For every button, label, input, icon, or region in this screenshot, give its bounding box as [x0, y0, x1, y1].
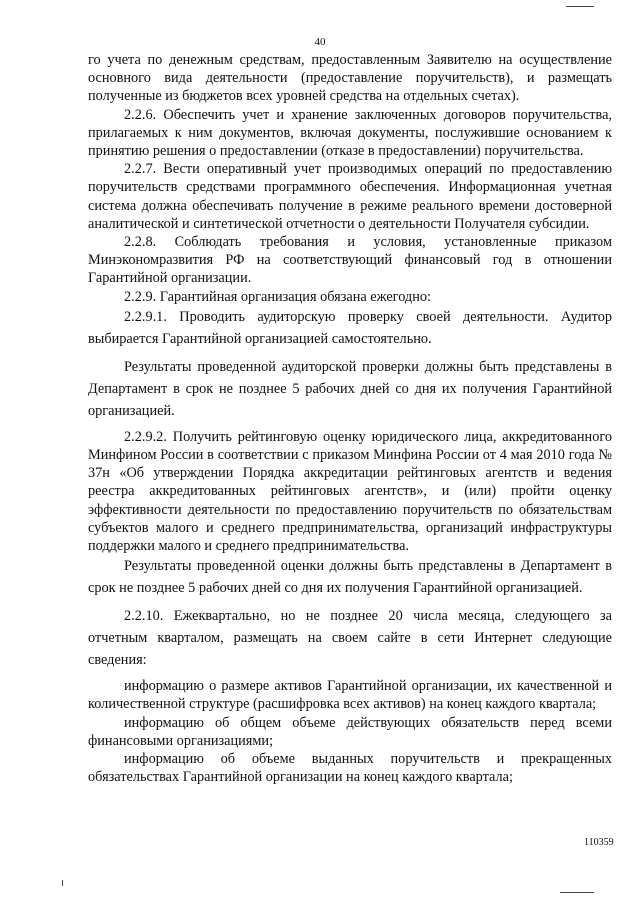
- paragraph: 2.2.9.1. Проводить аудиторскую проверку своей деятельности. Аудитор выбирается Гарантийной организацией самостоятельно.: [88, 308, 612, 347]
- paragraph: информацию об объеме выданных поручительств и прекращенных обязательствах Гарантийной организации на конец каждого квартала;: [88, 751, 612, 786]
- paragraph: Результаты проведенной оценки должны быть представлены в Департамент в срок не позднее 5 рабочих дней со дня их получения Гарантийной организацией.: [88, 558, 612, 597]
- paragraph: 2.2.9.2. Получить рейтинговую оценку юридического лица, аккредитованного Минфином России в соответствии с приказом Минфина России от 4 мая 2010 года № 37н «Об утверждении Порядка аккредитации рейтинговых агентств и ведения реестра аккредитованных рейтинговых агентств», и (или) пройти оценку эффективности деятельности по предоставлению поручительств по обязательствам субъектов малого и среднего предпринимательства, организаций инфраструктуры поддержки малого и среднего предпринимательства.: [88, 428, 612, 555]
- paragraph: 2.2.7. Вести оперативный учет производимых операций по предоставлению поручительств средствами программного обеспечения. Информационная учетная система должна обеспечивать получение в режиме реального времени достоверной аналитической и синтетической отчетности о деятельности Получателя субсидии.: [88, 161, 612, 232]
- scan-mark-left: [62, 880, 63, 886]
- scan-mark-bottom: [560, 892, 594, 893]
- paragraph: 2.2.6. Обеспечить учет и хранение заключенных договоров поручительства, прилагаемых к ним документов, включая документы, послужившие основанием к принятию решения о предоставлении (отказе в предоставлении) поручительства.: [88, 106, 612, 160]
- paragraph: го учета по денежным средствам, предоставленным Заявителю на осуществление основного вида деятельности (предоставление поручительств), и размещать полученные из бюджетов всех уровней средства на отдельных счетах).: [88, 52, 612, 105]
- paragraph: 2.2.10. Ежеквартально, но не позднее 20 числа месяца, следующего за отчетным кварталом, размещать на своем сайте в сети Интернет следующие сведения:: [88, 608, 612, 669]
- paragraph: 2.2.8. Соблюдать требования и условия, установленные приказом Минэкономразвития РФ на соответствующий финансовый год в отношении Гарантийной организации.: [88, 234, 612, 287]
- page-number: 40: [314, 36, 326, 48]
- scan-mark-top: [566, 6, 594, 7]
- paragraph: 2.2.9. Гарантийная организация обязана ежегодно:: [124, 288, 431, 305]
- paragraph: информацию об общем объеме действующих обязательств перед всеми финансовыми организациями;: [88, 714, 612, 749]
- document-body: [88, 51, 612, 786]
- paragraph: Результаты проведенной аудиторской проверки должны быть представлены в Департамент в срок не позднее 5 рабочих дней со дня их получения Гарантийной организацией.: [88, 358, 612, 419]
- document-code: 110359: [584, 837, 614, 848]
- paragraph: информацию о размере активов Гарантийной организации, их качественной и количественной структуре (расшифровка всех активов) на конец каждого квартала;: [88, 678, 612, 713]
